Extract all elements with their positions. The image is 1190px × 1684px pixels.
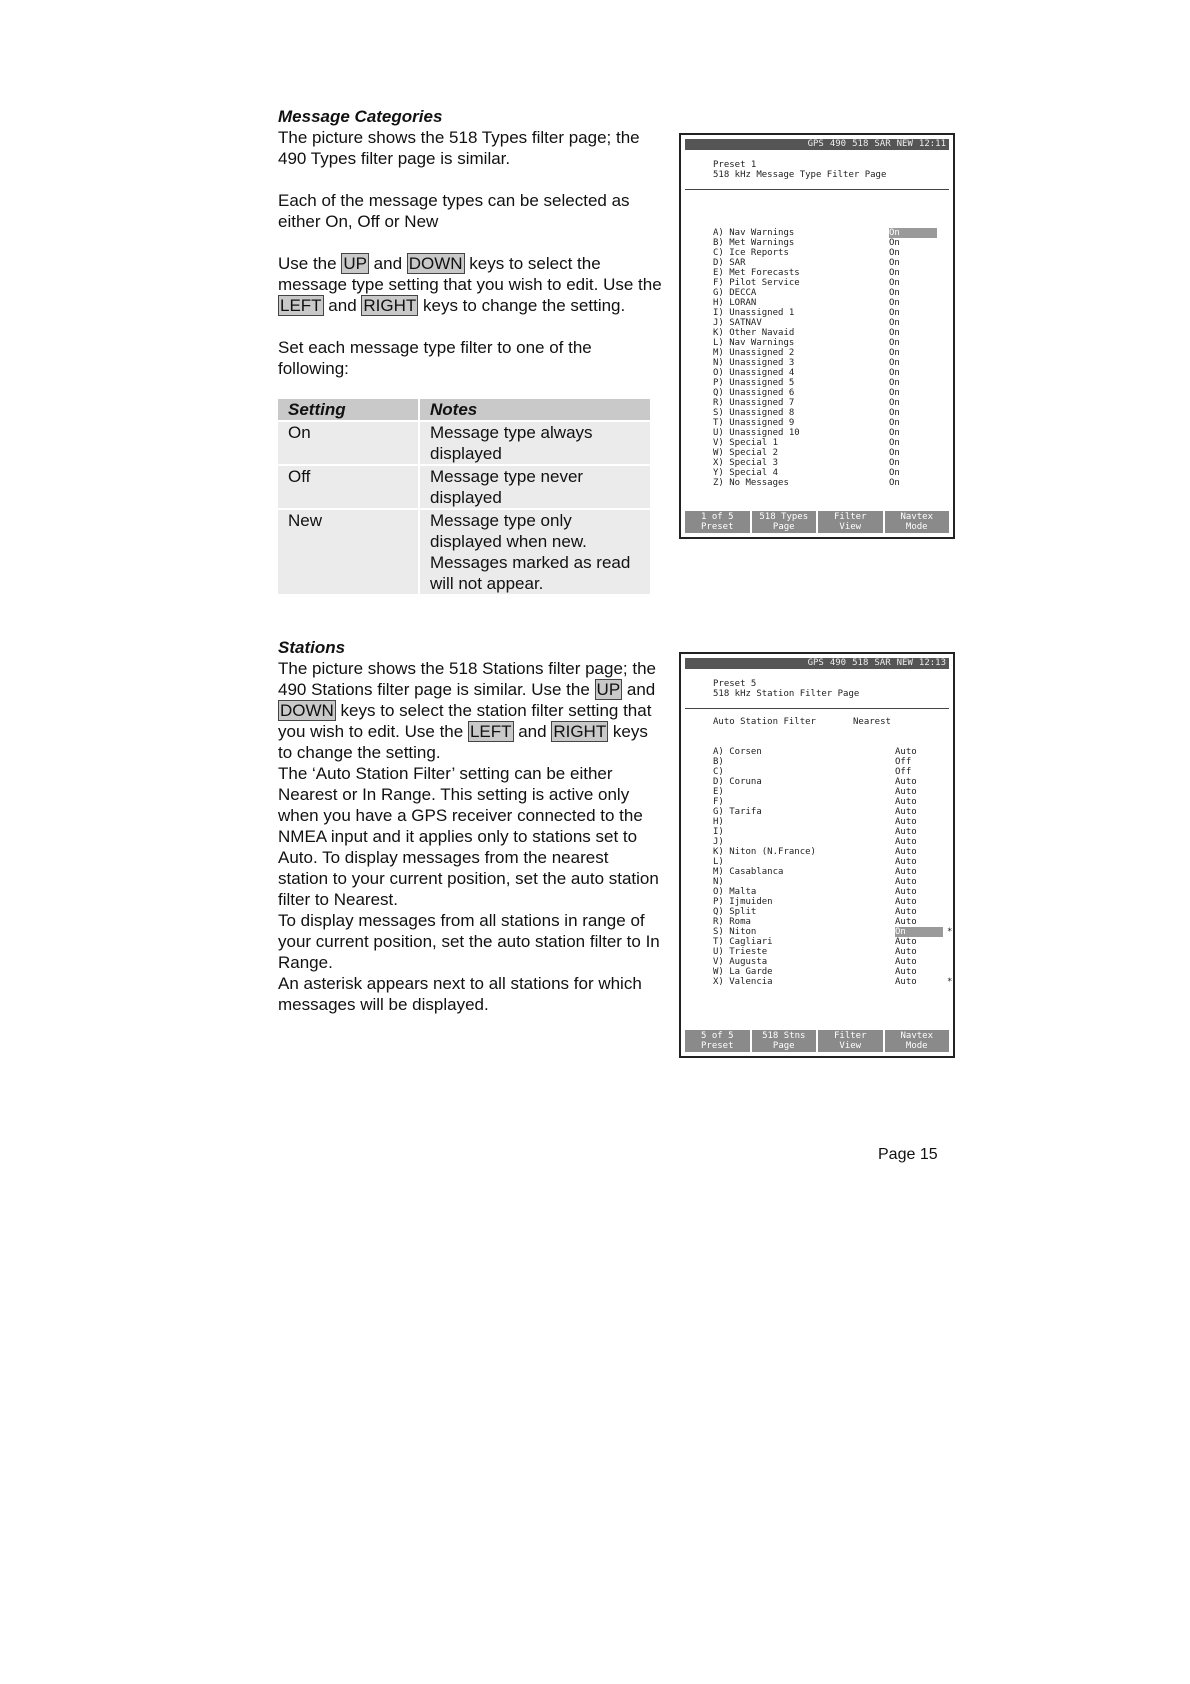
table-cell: Message type never displayed xyxy=(420,466,650,508)
list-item[interactable] xyxy=(713,468,933,478)
list-item[interactable] xyxy=(713,308,933,318)
list-item[interactable] xyxy=(713,358,933,368)
screenshot-station-filter xyxy=(679,652,955,1058)
key-instructions xyxy=(278,253,663,316)
list-item[interactable] xyxy=(713,378,933,388)
item-value: Auto xyxy=(895,847,917,857)
list-item[interactable] xyxy=(713,927,953,937)
softkey-button[interactable]: 1 of 5 Preset xyxy=(685,511,750,533)
list-item[interactable] xyxy=(713,458,933,468)
text: and xyxy=(323,296,362,315)
softkey-button[interactable]: Navtex Mode xyxy=(885,1030,950,1052)
item-label: G) DECCA xyxy=(713,288,757,298)
item-value: Auto xyxy=(895,887,917,897)
list-item[interactable] xyxy=(713,967,933,977)
status-518: 518 xyxy=(852,139,869,149)
item-value: On xyxy=(889,348,900,358)
item-label: M) Unassigned 2 xyxy=(713,348,795,358)
item-value: Off xyxy=(895,757,912,767)
softkey-button[interactable]: 5 of 5 Preset xyxy=(685,1030,750,1052)
list-item[interactable] xyxy=(713,348,933,358)
item-label: U) Unassigned 10 xyxy=(713,428,800,438)
item-value: On xyxy=(889,258,900,268)
list-item[interactable] xyxy=(713,977,953,987)
item-value: On xyxy=(889,308,900,318)
item-label: L) Nav Warnings xyxy=(713,338,795,348)
status-bar xyxy=(685,658,949,669)
item-label: I) xyxy=(713,827,724,837)
table-cell: Off xyxy=(278,466,418,508)
list-item[interactable] xyxy=(713,388,933,398)
item-value: On xyxy=(889,388,900,398)
screen-preset: Preset 5 xyxy=(713,679,757,689)
item-value: Auto xyxy=(895,837,917,847)
key-down: DOWN xyxy=(408,254,463,273)
item-value: On xyxy=(889,238,900,248)
list-item[interactable] xyxy=(713,228,933,238)
list-item[interactable] xyxy=(713,298,933,308)
item-value: Auto xyxy=(895,917,917,927)
list-item[interactable] xyxy=(713,937,933,947)
text: keys to select the station filter setting that you wish to edit. Use the xyxy=(278,701,652,741)
item-label: G) Tarifa xyxy=(713,807,762,817)
item-value: Auto xyxy=(895,967,917,977)
item-value: On xyxy=(889,368,900,378)
list-item[interactable] xyxy=(713,278,933,288)
item-label: D) SAR xyxy=(713,258,746,268)
status-490: 490 xyxy=(829,139,847,149)
list-item[interactable] xyxy=(713,917,933,927)
list-item[interactable] xyxy=(713,398,933,408)
text: and xyxy=(622,680,656,699)
text: keys to change the setting. xyxy=(418,296,626,315)
item-label: F) Pilot Service xyxy=(713,278,800,288)
key-up: UP xyxy=(596,680,621,699)
list-item[interactable] xyxy=(713,438,933,448)
item-value: Auto xyxy=(895,787,917,797)
list-item[interactable] xyxy=(713,418,933,428)
key-instructions xyxy=(278,658,663,763)
list-item[interactable] xyxy=(713,268,933,278)
status-gps: GPS xyxy=(807,658,824,668)
settings-table xyxy=(276,397,652,596)
list-item[interactable] xyxy=(713,478,933,488)
auto-station-filter-value: Nearest xyxy=(853,717,891,727)
item-label: J) xyxy=(713,837,724,847)
key-left: LEFT xyxy=(280,296,322,315)
status-gps: GPS xyxy=(807,139,824,149)
item-label: B) Met Warnings xyxy=(713,238,795,248)
status-new: NEW xyxy=(896,658,913,668)
item-label: R) Roma xyxy=(713,917,751,927)
item-value: Auto xyxy=(895,817,917,827)
text: The picture shows the 518 Stations filter page; the 490 Stations filter page is similar. Use the xyxy=(278,659,657,699)
item-value: On xyxy=(889,298,900,308)
table-row xyxy=(278,510,650,594)
item-label: C) xyxy=(713,767,724,777)
list-item[interactable] xyxy=(713,288,933,298)
item-value: On xyxy=(889,448,900,458)
item-label: N) Unassigned 3 xyxy=(713,358,795,368)
item-label: D) Coruna xyxy=(713,777,762,787)
item-label: L) xyxy=(713,857,724,867)
item-label: O) Malta xyxy=(713,887,757,897)
softkey-button[interactable]: 518 Types Page xyxy=(752,511,817,533)
softkey-bar xyxy=(685,511,949,533)
item-label: T) Cagliari xyxy=(713,937,773,947)
list-item[interactable] xyxy=(713,767,933,777)
list-item[interactable] xyxy=(713,907,933,917)
screen-preset: Preset 1 xyxy=(713,160,757,170)
item-value: On xyxy=(889,458,900,468)
text: and xyxy=(513,722,552,741)
paragraph: The picture shows the 518 Types filter page; the 490 Types filter page is similar. xyxy=(278,128,640,168)
softkey-bar xyxy=(685,1030,949,1052)
table-cell: Message type always displayed xyxy=(420,422,650,464)
section-message-categories xyxy=(278,106,663,596)
text: keys to select the message type setting that you wish to edit. Use the xyxy=(278,254,662,294)
page-number: Page 15 xyxy=(878,1146,938,1163)
list-item[interactable] xyxy=(713,807,933,817)
item-label: H) LORAN xyxy=(713,298,757,308)
status-490: 490 xyxy=(829,658,847,668)
item-value: On xyxy=(889,318,900,328)
list-item[interactable] xyxy=(713,328,933,338)
list-item[interactable] xyxy=(713,787,933,797)
station-list xyxy=(713,747,953,987)
item-value: On xyxy=(889,228,937,238)
item-value: On xyxy=(889,438,900,448)
list-item[interactable] xyxy=(713,368,933,378)
item-label: J) SATNAV xyxy=(713,318,762,328)
item-label: S) Unassigned 8 xyxy=(713,408,795,418)
item-value: Off xyxy=(895,767,912,777)
section-heading: Stations xyxy=(278,638,346,657)
item-value: Auto xyxy=(895,907,917,917)
item-value: On xyxy=(889,478,900,488)
table-row xyxy=(278,422,650,464)
list-item[interactable] xyxy=(713,318,933,328)
paragraph: Set each message type filter to one of the following: xyxy=(278,338,592,378)
item-value: Auto xyxy=(895,947,917,957)
key-down: DOWN xyxy=(280,701,334,720)
list-item[interactable] xyxy=(713,428,933,438)
item-label: M) Casablanca xyxy=(713,867,784,877)
item-value: On xyxy=(889,328,900,338)
item-value: On xyxy=(889,418,900,428)
key-right: RIGHT xyxy=(363,296,417,315)
key-up: UP xyxy=(343,254,367,273)
list-item[interactable] xyxy=(713,957,933,967)
item-value: Auto xyxy=(895,937,917,947)
item-label: X) Special 3 xyxy=(713,458,779,468)
item-value: Auto xyxy=(895,857,917,867)
list-item[interactable] xyxy=(713,897,933,907)
divider xyxy=(685,708,949,709)
item-label: X) Valencia xyxy=(713,977,773,987)
section-heading: Message Categories xyxy=(278,107,443,126)
item-label: K) Other Navaid xyxy=(713,328,795,338)
item-label: V) Special 1 xyxy=(713,438,779,448)
list-item[interactable] xyxy=(713,877,933,887)
list-item[interactable] xyxy=(713,857,933,867)
item-value: Auto xyxy=(895,827,917,837)
item-value: On xyxy=(889,278,900,288)
item-label: W) Special 2 xyxy=(713,448,779,458)
item-label: E) xyxy=(713,787,724,797)
paragraph: An asterisk appears next to all stations for which messages will be displayed. xyxy=(278,974,642,1014)
list-item[interactable] xyxy=(713,258,933,268)
item-value: On xyxy=(889,288,900,298)
item-label: P) Ijmuiden xyxy=(713,897,773,907)
text: and xyxy=(368,254,407,273)
item-label: E) Met Forecasts xyxy=(713,268,800,278)
paragraph: Each of the message types can be selected as either On, Off or New xyxy=(278,191,630,231)
item-label: Q) Split xyxy=(713,907,757,917)
item-value: On xyxy=(889,358,900,368)
item-label: K) Niton (N.France) xyxy=(713,847,816,857)
item-value: On xyxy=(889,428,900,438)
item-value: On xyxy=(889,408,900,418)
item-label: A) Nav Warnings xyxy=(713,228,795,238)
paragraph: The ‘Auto Station Filter’ setting can be either Nearest or In Range. This setting is active only when you have a GPS receiver connected to the NMEA input and it applies only to stations set to Auto. To display messages from the nearest station to your current position, set the auto station filter to Nearest. xyxy=(278,764,659,909)
list-item[interactable] xyxy=(713,867,933,877)
status-sar: SAR xyxy=(874,139,891,149)
item-label: N) xyxy=(713,877,724,887)
item-label: H) xyxy=(713,817,724,827)
list-item[interactable] xyxy=(713,248,933,258)
item-label: W) La Garde xyxy=(713,967,773,977)
item-label: A) Corsen xyxy=(713,747,762,757)
message-type-list xyxy=(713,228,933,488)
status-clock: 12:13 xyxy=(918,658,946,668)
table-header-notes: Notes xyxy=(420,399,650,420)
table-cell: New xyxy=(278,510,418,594)
list-item[interactable] xyxy=(713,837,933,847)
item-value: On xyxy=(889,268,900,278)
item-value: Auto xyxy=(895,797,917,807)
item-label: R) Unassigned 7 xyxy=(713,398,795,408)
item-label: P) Unassigned 5 xyxy=(713,378,795,388)
list-item[interactable] xyxy=(713,338,933,348)
list-item[interactable] xyxy=(713,947,933,957)
key-left: LEFT xyxy=(469,722,512,741)
softkey-button[interactable]: 518 Stns Page xyxy=(752,1030,817,1052)
text: keys to change the setting. xyxy=(278,722,648,762)
list-item[interactable] xyxy=(713,847,933,857)
softkey-button[interactable]: Filter View xyxy=(818,511,883,533)
item-label: S) Niton xyxy=(713,927,757,937)
screen-title: 518 kHz Station Filter Page xyxy=(713,689,860,699)
item-label: B) xyxy=(713,757,724,767)
item-value: Auto xyxy=(895,867,917,877)
softkey-button[interactable]: Navtex Mode xyxy=(885,511,950,533)
item-value: On xyxy=(895,927,943,937)
status-sar: SAR xyxy=(874,658,891,668)
section-stations xyxy=(278,637,663,1015)
item-value: On xyxy=(889,338,900,348)
list-item[interactable] xyxy=(713,757,933,767)
item-value: Auto xyxy=(895,977,917,987)
item-label: V) Augusta xyxy=(713,957,768,967)
divider xyxy=(685,189,949,190)
key-right: RIGHT xyxy=(553,722,607,741)
table-header-setting: Setting xyxy=(278,399,418,420)
item-label: Q) Unassigned 6 xyxy=(713,388,795,398)
screen-title: 518 kHz Message Type Filter Page xyxy=(713,170,887,180)
status-bar xyxy=(685,139,949,150)
item-label: O) Unassigned 4 xyxy=(713,368,795,378)
list-item[interactable] xyxy=(713,827,933,837)
list-item[interactable] xyxy=(713,747,933,757)
list-item[interactable] xyxy=(713,817,933,827)
item-value: Auto xyxy=(895,897,917,907)
table-cell: Message type only displayed when new. Messages marked as read will not appear. xyxy=(420,510,650,594)
list-item[interactable] xyxy=(713,408,933,418)
item-value: On xyxy=(889,248,900,258)
item-value: Auto xyxy=(895,777,917,787)
asterisk-marker: * xyxy=(947,927,953,937)
list-item[interactable] xyxy=(713,777,933,787)
item-label: I) Unassigned 1 xyxy=(713,308,795,318)
item-label: Z) No Messages xyxy=(713,478,789,488)
item-label: U) Trieste xyxy=(713,947,768,957)
softkey-button[interactable]: Filter View xyxy=(818,1030,883,1052)
table-row xyxy=(278,466,650,508)
table-cell: On xyxy=(278,422,418,464)
status-518: 518 xyxy=(852,658,869,668)
list-item[interactable] xyxy=(713,238,933,248)
item-value: Auto xyxy=(895,877,917,887)
list-item[interactable] xyxy=(713,887,933,897)
item-value: On xyxy=(889,378,900,388)
item-label: F) xyxy=(713,797,724,807)
item-label: Y) Special 4 xyxy=(713,468,779,478)
item-label: T) Unassigned 9 xyxy=(713,418,795,428)
asterisk-marker: * xyxy=(947,977,953,987)
item-label: C) Ice Reports xyxy=(713,248,789,258)
item-value: On xyxy=(889,398,900,408)
status-clock: 12:11 xyxy=(918,139,946,149)
item-value: Auto xyxy=(895,747,917,757)
screenshot-type-filter xyxy=(679,133,955,539)
item-value: On xyxy=(889,468,900,478)
item-value: Auto xyxy=(895,807,917,817)
status-new: NEW xyxy=(896,139,913,149)
paragraph: To display messages from all stations in range of your current position, set the auto station filter to In Range. xyxy=(278,911,660,972)
auto-station-filter-label: Auto Station Filter xyxy=(713,717,816,727)
item-value: Auto xyxy=(895,957,917,967)
text: Use the xyxy=(278,254,342,273)
list-item[interactable] xyxy=(713,448,933,458)
list-item[interactable] xyxy=(713,797,933,807)
